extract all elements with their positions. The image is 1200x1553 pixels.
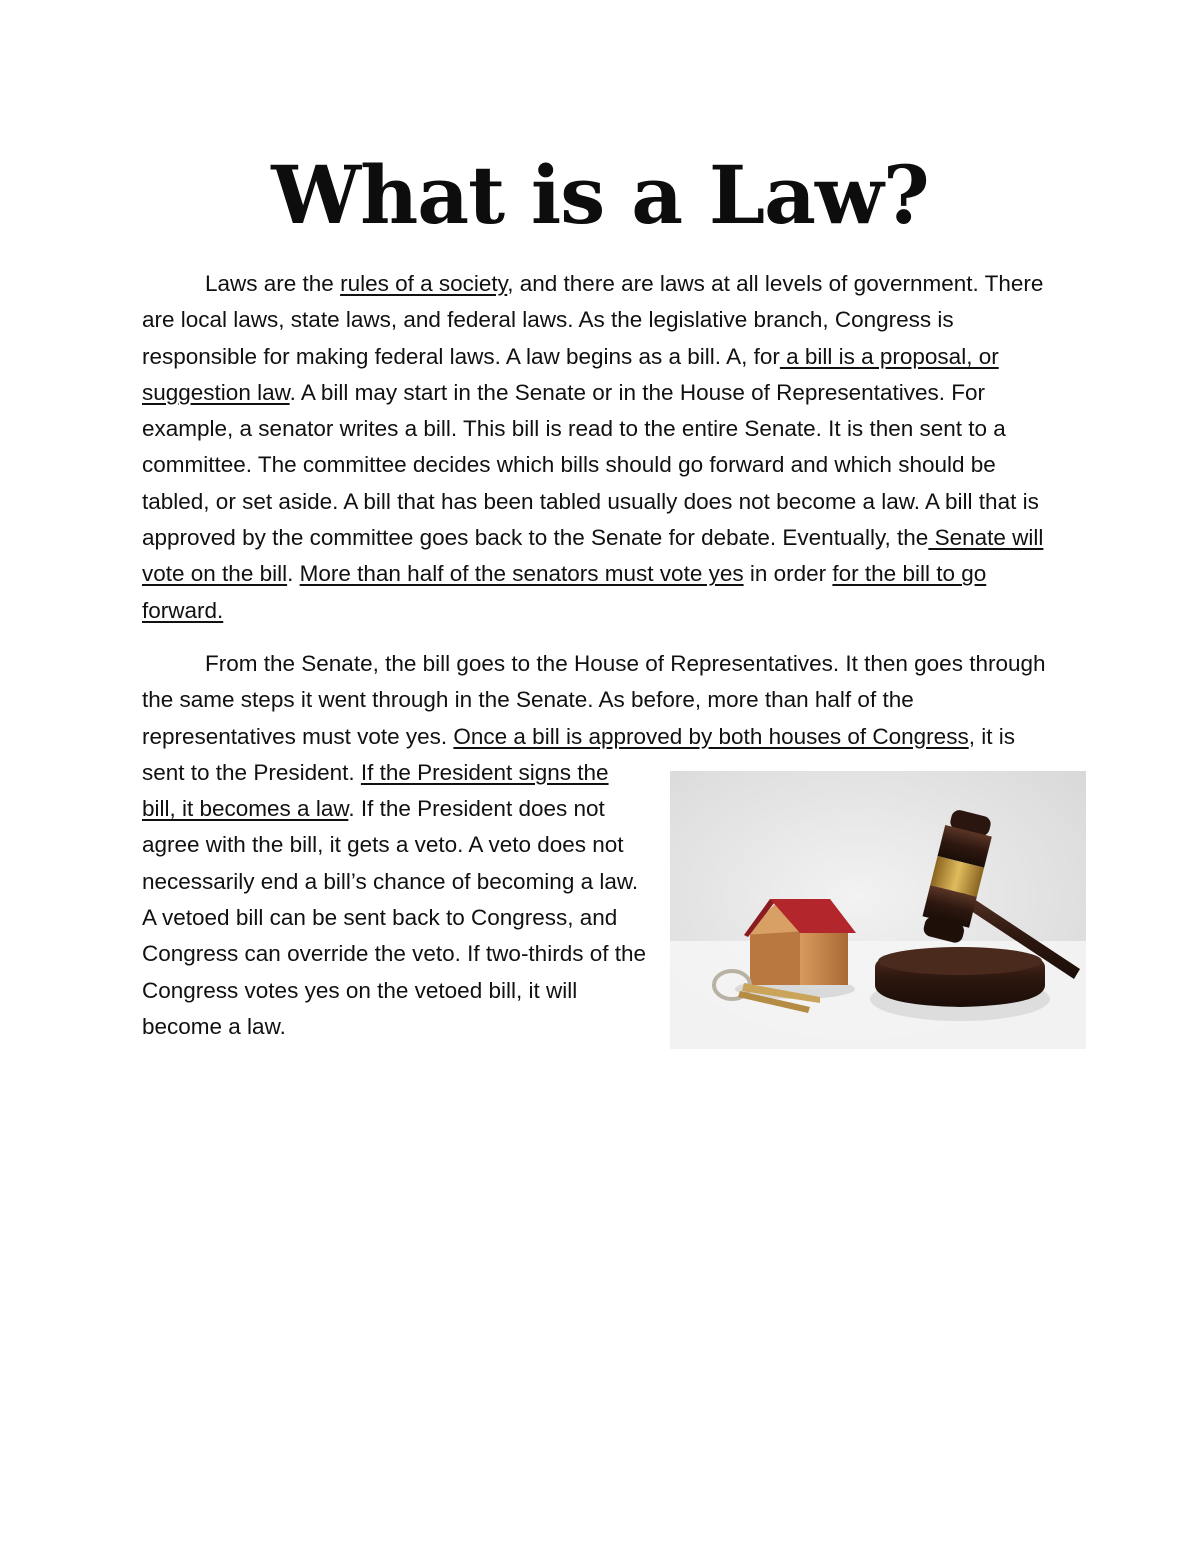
p1-underline-senate-vote: Senate will vote on the bill (142, 525, 1044, 587)
gavel-house-photo (670, 771, 1086, 1049)
p1-underline-bill-definition: a bill is a proposal, or suggestion law (142, 343, 999, 405)
p1-text-1: Laws are the (205, 271, 341, 296)
p2-underline-president-signs: If the President signs the bill, it becomes a law (142, 759, 609, 822)
p1-text-4: . (287, 561, 300, 587)
p1-text-3: . A bill may start in the Senate or in the House of Representatives. For example, a senator writes a bill. This bill is read to the entire Senate. It is then sent to a committee. The committee decides which bills should go forward and which should be tabled, or set aside. A bill that has been tabled usually does not become a law. A bill that is approved by the committee goes back to the Senate for debate. Eventually, the (142, 379, 1039, 551)
p2-underline-approved-both-houses: Once a bill is approved by both houses of Congress (453, 723, 969, 749)
page-title: What is a Law? (271, 148, 929, 242)
house-front-wall (800, 931, 848, 985)
gavel-house-illustration (670, 771, 1086, 1049)
p2-text-1: From the Senate, the bill goes to the House of Representatives. It then goes through the same steps it went through in the Senate. As before, more than half of the representatives must vote yes. (142, 650, 1046, 749)
paragraph-1 (142, 266, 1062, 629)
p2-text-3: . If the President does not agree with the bill, it gets a veto. A veto does not necessarily end a bill’s chance of becoming a law. A vetoed bill can be sent back to Congress, and Congress can override the veto. If two-thirds of the Congress votes yes on the vetoed bill, it will become a law. (142, 796, 646, 1039)
p2-text-2: , it is sent to the President. (142, 723, 1015, 785)
p1-underline-more-than-half: More than half of the senators must vote yes (299, 561, 744, 587)
paragraph-2 (142, 646, 1062, 1045)
document-body (142, 266, 1062, 1049)
p1-text-2: , and there are laws at all levels of government. There are local laws, state laws, and federal laws. As the legislative branch, Congress is responsible for making federal laws. A law begins as a bill. A, for (142, 271, 1044, 369)
sound-block-top (878, 947, 1042, 975)
p1-underline-rules-of-society: rules of a society (340, 271, 508, 296)
p1-underline-go-forward: for the bill to go forward. (142, 561, 987, 623)
house-side-wall (750, 931, 800, 985)
p1-text-5: in order (743, 561, 833, 587)
